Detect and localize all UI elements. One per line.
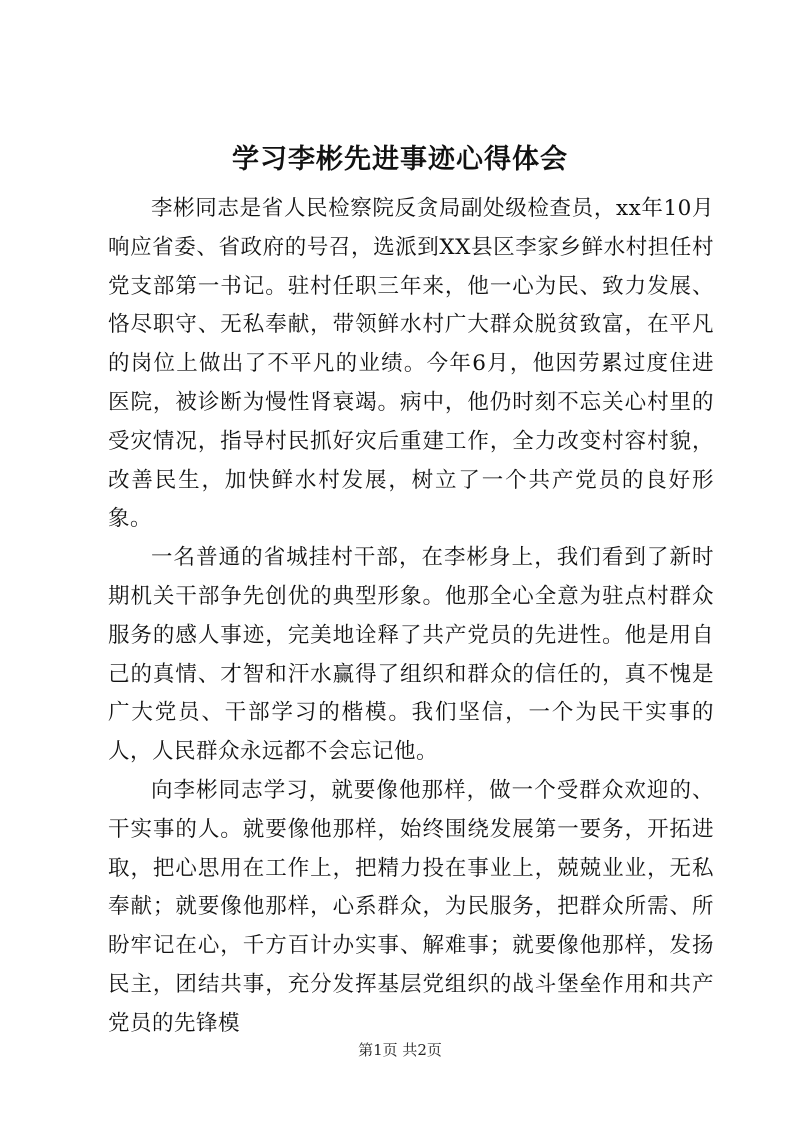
page-title: 学习李彬先进事迹心得体会	[232, 144, 568, 175]
paragraph-3: 向李彬同志学习，就要像他那样，做一个受群众欢迎的、干实事的人。就要像他那样，始终围绕发展第一要务，开拓进取，把心思用在工作上，把精力投在事业上，兢兢业业，无私奉献；就要像他那样，心系群众，为民服务，把群众所需、所盼牢记在心，千方百计办实事、解难事；就要像他那样，发扬民主，团结共事，充分发挥基层党组织的战斗堡垒作用和共产党员的先锋模	[108, 777, 714, 1036]
paragraph-2: 一名普通的省城挂村干部，在李彬身上，我们看到了新时期机关干部争先创优的典型形象。他那全心全意为驻点村群众服务的感人事迹，完美地诠释了共产党员的先进性。他是用自己的真情、才智和汗水赢得了组织和群众的信任的，真不愧是广大党员、干部学习的楷模。我们坚信，一个为民干实事的人，人民群众永远都不会忘记他。	[108, 545, 714, 765]
paragraph-1: 李彬同志是省人民检察院反贪局副处级检查员，xx年10月响应省委、省政府的号召，选派到XX县区李家乡鲜水村担任村党支部第一书记。驻村任职三年来，他一心为民、致力发展、恪尽职守、无私奉献，带领鲜水村广大群众脱贫致富，在平凡的岗位上做出了不平凡的业绩。今年6月，他因劳累过度住进医院，被诊断为慢性肾衰竭。病中，他仍时刻不忘关心村里的受灾情况，指导村民抓好灾后重建工作，全力改变村容村貌，改善民生，加快鲜水村发展，树立了一个共产党员的良好形象。	[108, 196, 714, 532]
document-body	[108, 190, 714, 1044]
page-footer: 第1页 共2页	[358, 1041, 442, 1059]
